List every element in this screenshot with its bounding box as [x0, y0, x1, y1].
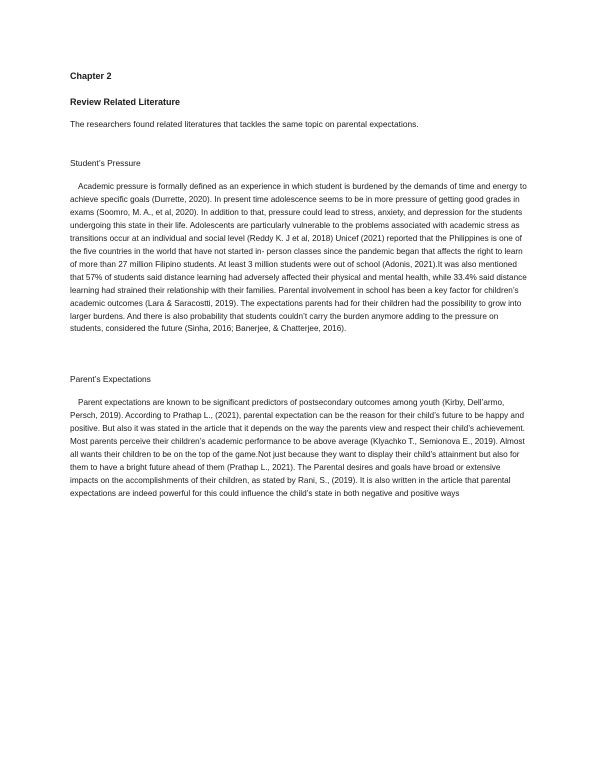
- section-title: Review Related Literature: [70, 97, 181, 107]
- subheading-students-pressure: Student’s Pressure: [70, 158, 141, 168]
- chapter-label: Chapter 2: [70, 71, 112, 81]
- document-page: [70, 70, 530, 501]
- paragraph-students-pressure: Academic pressure is formally defined as an experience in which student is burdened by the demands of time and energy to achieve specific goals (Durrette, 2020). In present time adolescence seems to be in more pressure of getting good grades in exams (Soomro, M. A., et al, 2020). In addition to that, pressure could lead to stress, anxiety, and depression for the students undergoing this state in their life. Adolescents are particularly vulnerable to the problems associated with academic stress as transitions occur at an individual and social level (Reddy K. J et al, 2018) Unicef (2021) reported that the Philippines is one of the five countries in the world that have not started in- person classes since the pandemic began that affects the right to learn of more than 27 million Filipino students. At least 3 million students were out of school (Adonis, 2021).It was also mentioned that 57% of students said distance learning had adversely affected their physical and mental health, while 33.4% said distance learning had strained their relationship with their families. Parental involvement in school has been a key factor for children’s academic outcomes (Lara & Saracostti, 2019). The expectations parents had for their children had the possibility to grow into larger burdens. And there is also probability that students couldn’t carry the burden anymore adding to the pressure on students, considered the future (Sinha, 2016; Banerjee, & Chatterjee, 2016).: [70, 182, 527, 334]
- intro-paragraph: The researchers found related literatures that tackles the same topic on parental expectations.: [70, 119, 419, 129]
- subheading-parents-expectations: Parent’s Expectations: [70, 374, 151, 385]
- paragraph-parents-expectations: Parent expectations are known to be significant predictors of postsecondary outcomes among youth (Kirby, Dell’armo, Persch, 2019). According to Prathap L., (2021), parental expectation can be the reason for their child’s future to be happy and positive. But also it was stated in the article that it depends on the way the parents view and respect their child’s achievement. Most parents perceive their children’s academic performance to be above average (Klyachko T., Semionova E., 2019). Almost all wants their children to be on the top of the game.Not just because they want to display their child’s attainment but also for them to have a bright future ahead of them (Prathap L., 2021). The Parental desires and goals have broad or extensive impacts on the accomplishments of their children, as stated by Rani, S., (2019). It is also written in the article that parental expectations are indeed powerful for this could influence the child’s state in both negative and positive ways: [70, 398, 525, 499]
